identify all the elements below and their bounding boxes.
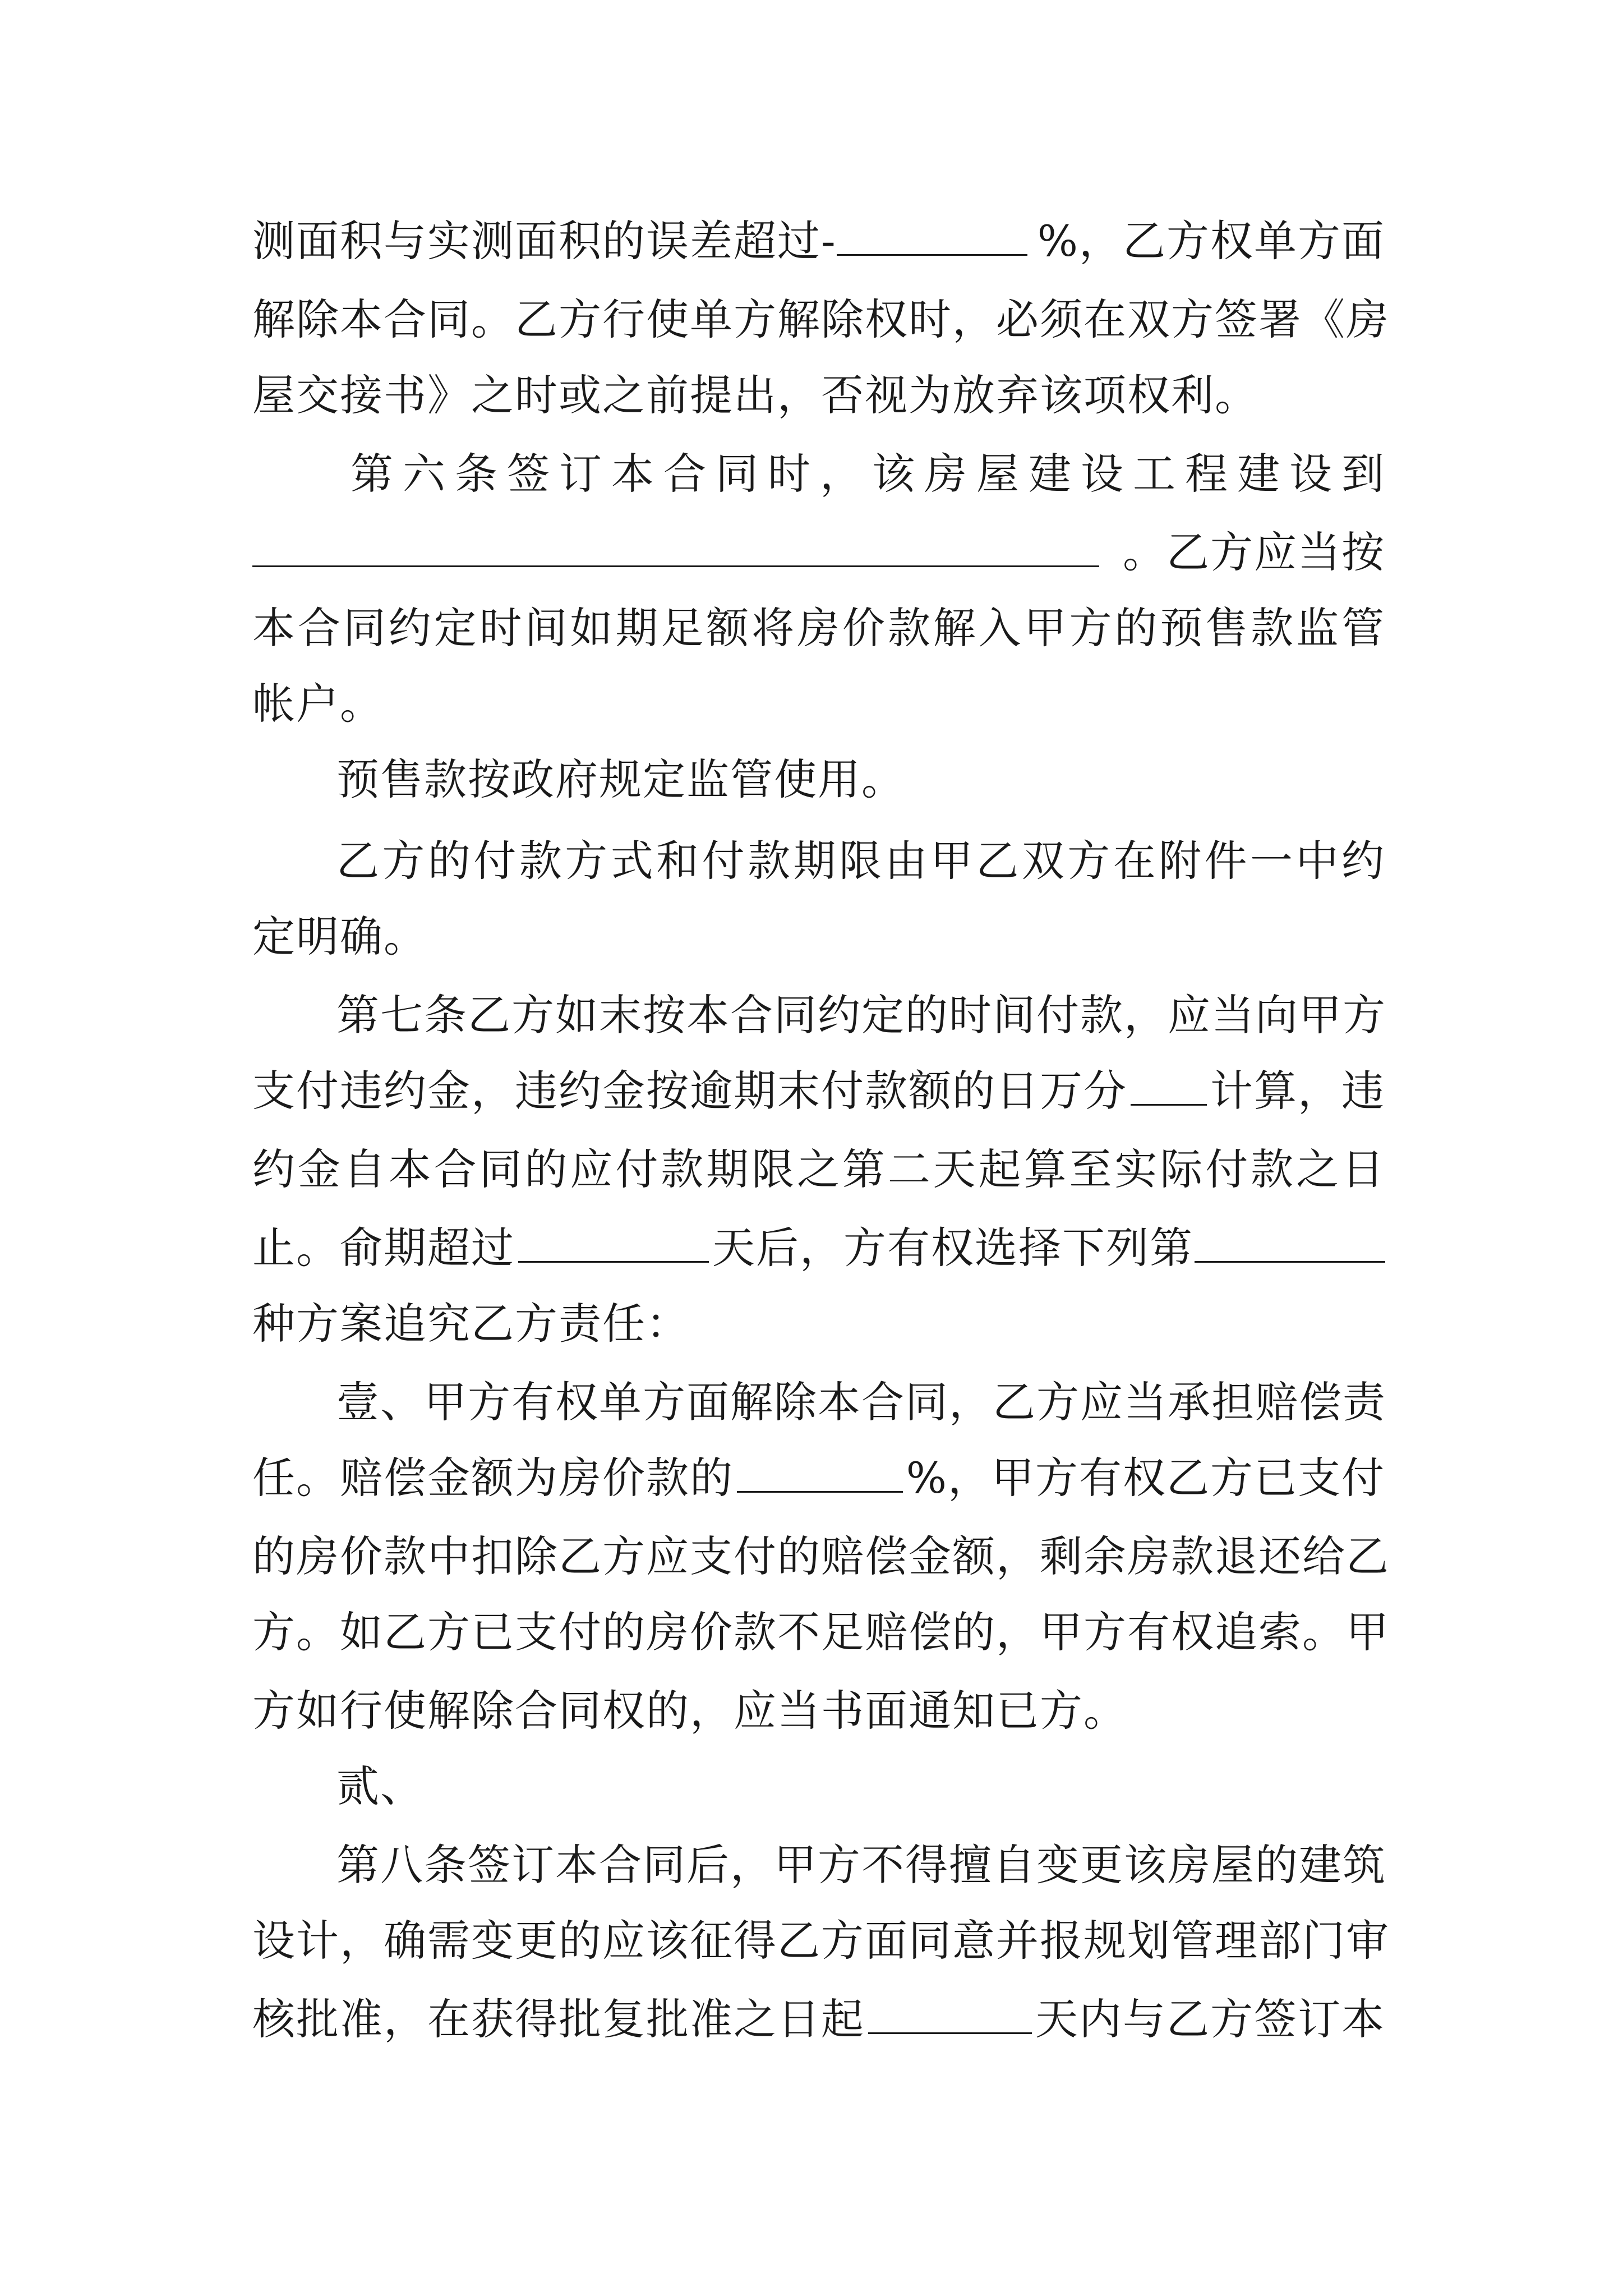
text-segment: 天后，方有权选择下列第 [712,1223,1193,1273]
text-line [252,1444,1385,1512]
fill-blank[interactable] [1195,1222,1385,1263]
text-line: 第八条签订本合同后，甲方不得擅自变更该房屋的建筑 [336,1840,1386,1890]
text-segment: 核批准，在获得批复批准之日起 [252,1994,865,2044]
fill-blank[interactable] [1131,1065,1207,1106]
text-line: 屋交接书》之时或之前提出，否视为放弃该项权利。 [252,370,1258,420]
fill-blank[interactable] [518,1222,709,1263]
text-line [252,1214,1385,1282]
text-line: 贰、 [336,1761,424,1811]
text-line: 约金自本合同的应付款期限之第二天起算至实际付款之日 [252,1144,1385,1194]
text-line: 设计，确需变更的应该征得乙方面同意并报规划管理部门审 [252,1916,1390,1966]
text-segment: 计算，违 [1210,1066,1385,1116]
text-segment: %，甲方有权乙方已支付 [906,1453,1385,1503]
text-line: 的房价款中扣除乙方应支付的赔偿金额，剩余房款退还给乙 [252,1531,1390,1581]
fill-blank[interactable] [868,1993,1032,2034]
text-segment: 支付违约金，违约金按逾期末付款额的日万分 [252,1066,1127,1116]
fill-blank[interactable] [837,215,1027,256]
text-line: 种方案追究乙方责任： [252,1299,690,1349]
text-line: 乙方的付款方式和付款期限由甲乙双方在附件一中约 [336,836,1385,886]
text-line: 帐户。 [252,679,384,729]
text-segment: 任。赔偿金额为房价款的 [252,1453,734,1503]
text-line: 预售款按政府规定监管使用。 [336,754,905,804]
fill-blank[interactable] [737,1452,903,1493]
text-line: 方如行使解除合同权的，应当书面通知已方。 [252,1686,1127,1736]
text-line: 第六条签订本合同时，该房屋建设工程建设到 [351,449,1385,499]
text-line: 壹、甲方有权单方面解除本合同，乙方应当承担赔偿责 [336,1377,1386,1427]
text-line [252,208,1385,275]
text-segment: 止。俞期超过 [252,1223,515,1273]
fill-blank[interactable] [252,526,1099,567]
text-line: 本合同约定时间如期足额将房价款解入甲方的预售款监管 [252,603,1385,653]
text-line [252,1057,1385,1125]
text-line [252,1986,1385,2053]
text-segment: %，乙方权单方面 [1037,216,1385,266]
text-segment: 。乙方应当按 [1123,527,1385,577]
text-line: 第七条乙方如末按本合同约定的时间付款，应当向甲方 [336,990,1386,1040]
text-line: 解除本合同。乙方行使单方解除权时，必须在双方签署《房 [252,295,1390,344]
text-line: 定明确。 [252,912,427,961]
text-line [252,519,1385,586]
text-line: 方。如乙方已支付的房价款不足赔偿的，甲方有权追索。甲 [252,1607,1390,1657]
text-segment: 天内与乙方签订本 [1035,1994,1385,2044]
text-segment: 测面积与实测面积的误差超过- [252,216,837,266]
